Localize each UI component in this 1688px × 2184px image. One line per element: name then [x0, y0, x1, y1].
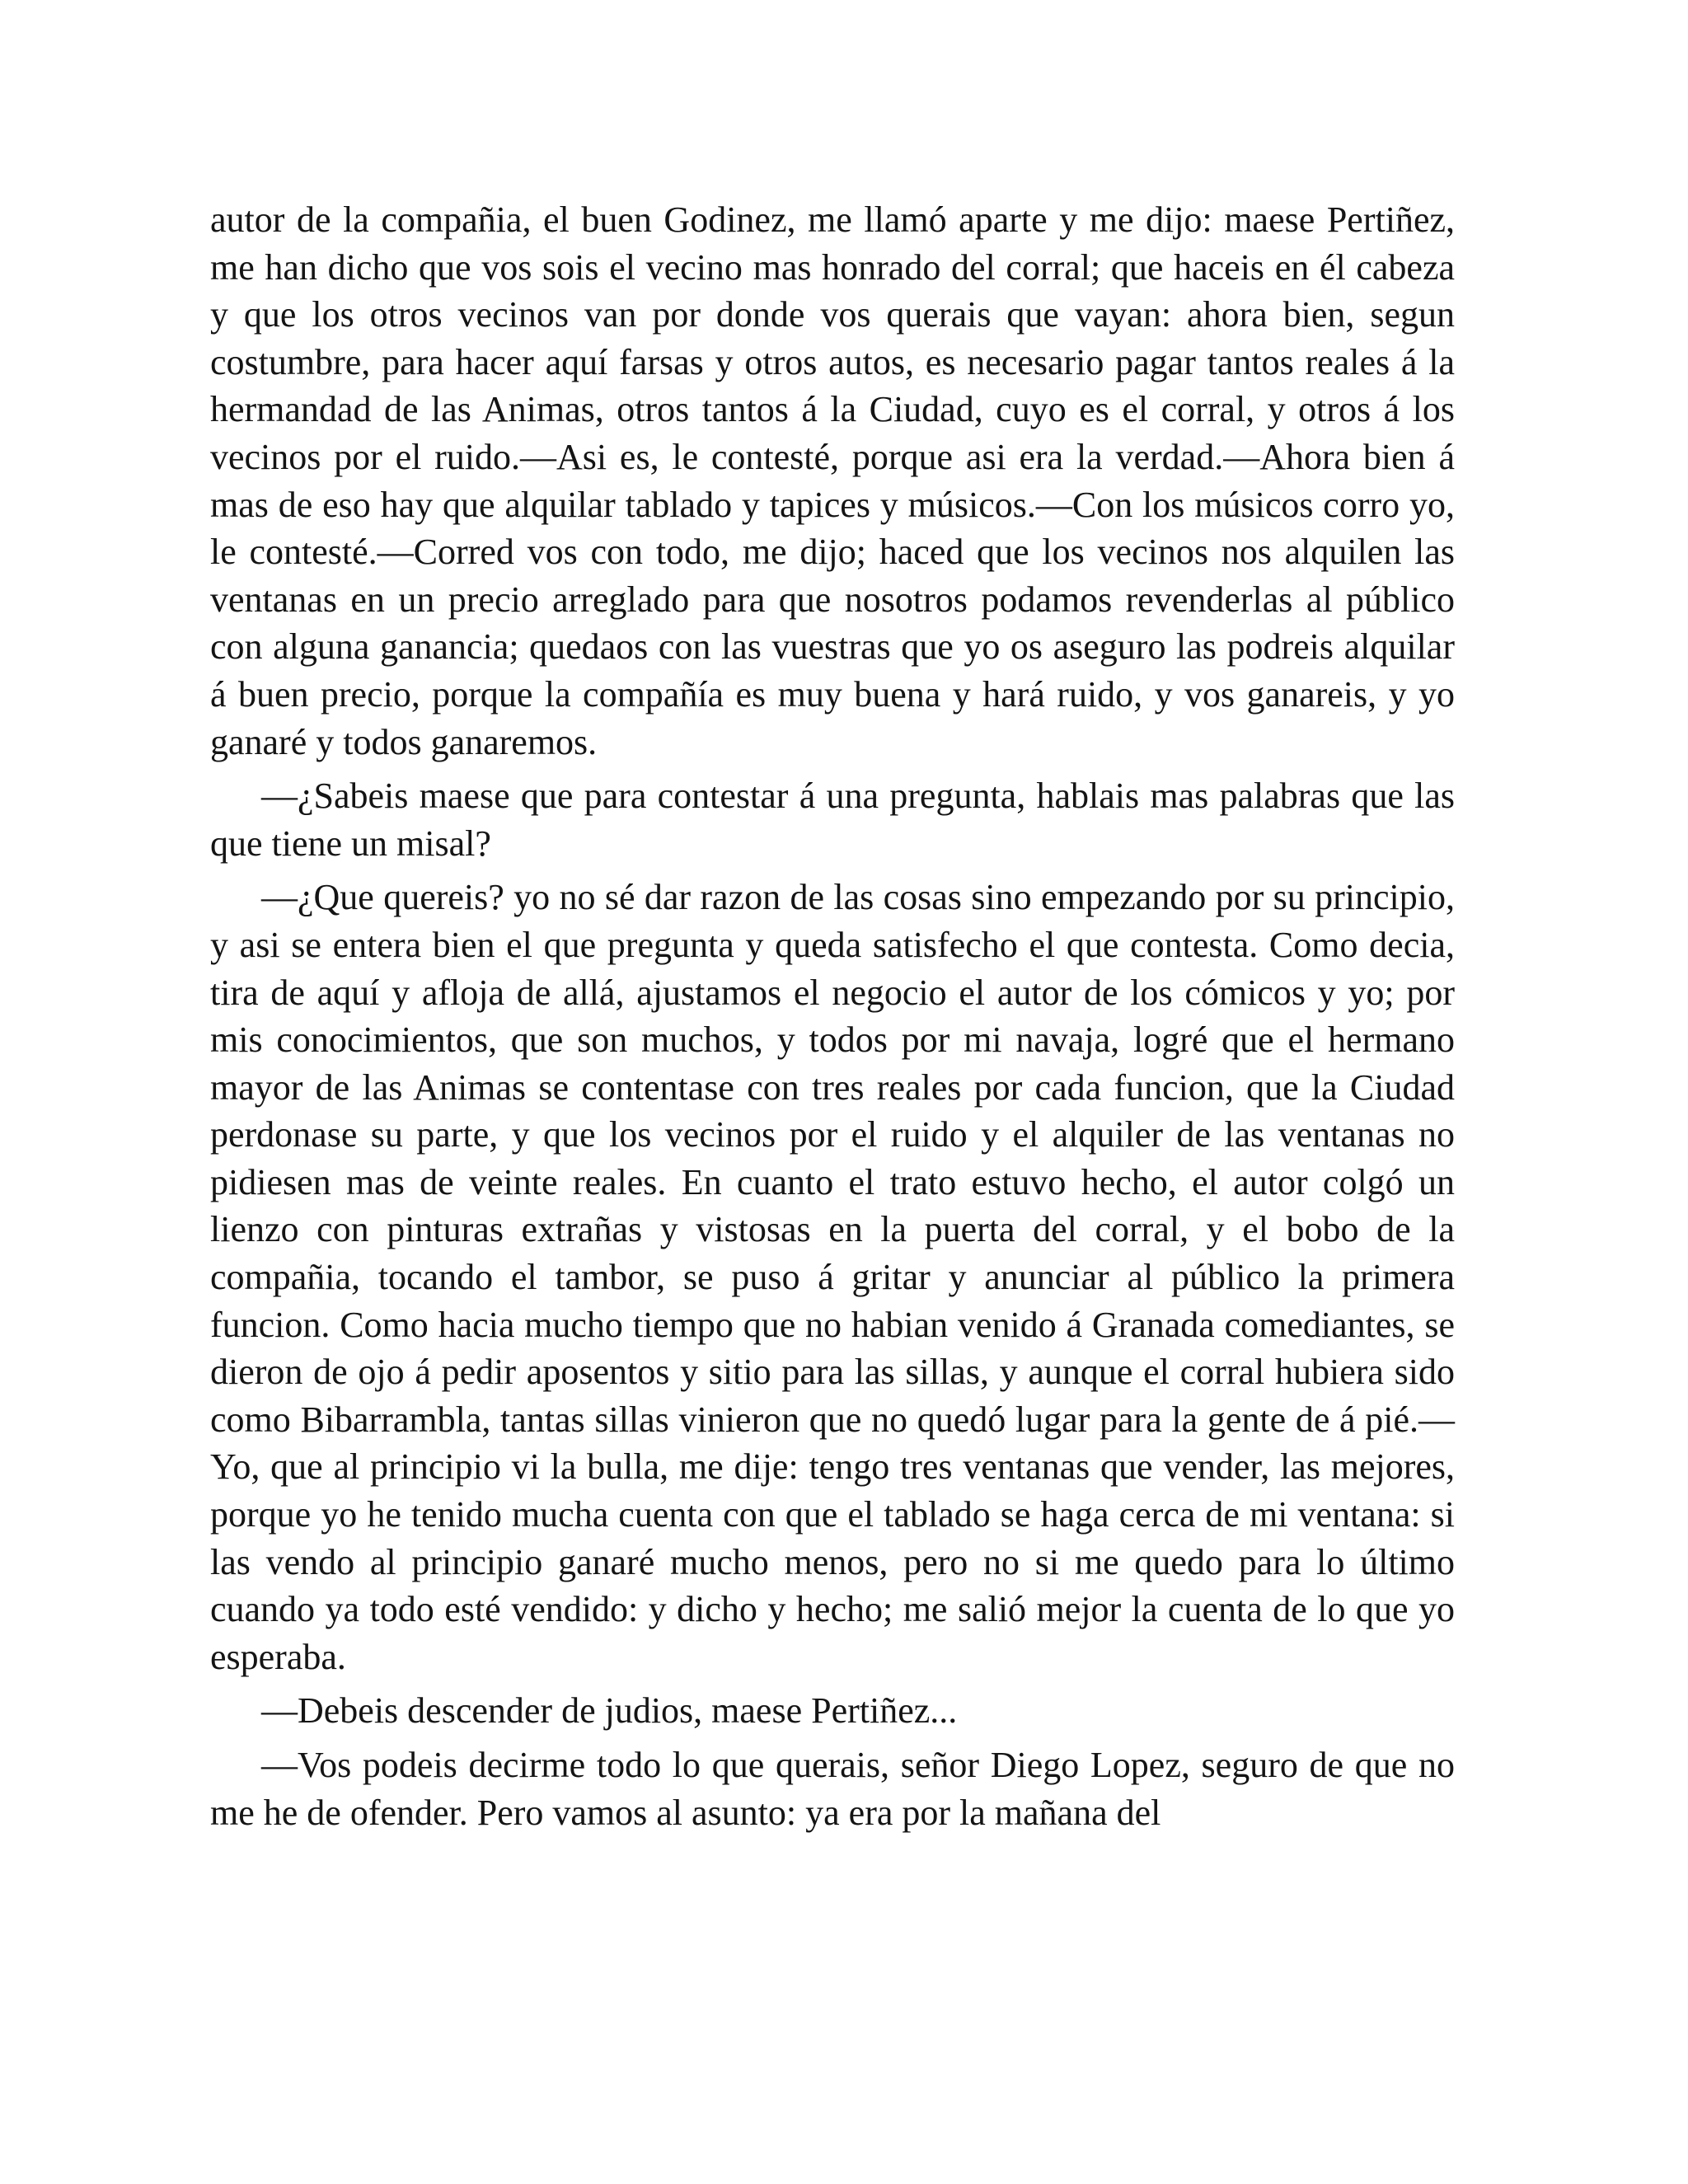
paragraph-5: —Vos podeis decirme todo lo que querais, señor Diego Lopez, seguro de que no me he de ofender. Pero vamos al asunto: ya era por la mañana del — [210, 1745, 1455, 1833]
paragraph-3: —¿Que quereis? yo no sé dar razon de las cosas sino empezando por su principio, y asi se entera bien el que pregunta y queda satisfecho el que contesta. Como decia, tira de aquí y afloja de allá, ajustamos el negocio el autor de los cómicos y yo; por mis conocimientos, que son muchos, y todos por mi navaja, logré que el hermano mayor de las Animas se contentase con tres reales por cada funcion, que la Ciudad perdonase su parte, y que los vecinos por el ruido y el alquiler de las ventanas no pidiesen mas de veinte reales. En cuanto el trato estuvo hecho, el autor colgó un lienzo con pinturas extrañas y vistosas en la puerta del corral, y el bobo de la compañia, tocando el tambor, se puso á gritar y anunciar al público la primera funcion. Como hacia mucho tiempo que no habian venido á Granada comediantes, se dieron de ojo á pedir aposentos y sitio para las sillas, y aunque el corral hubiera sido como Bibarrambla, tantas sillas vinieron que no quedó lugar para la gente de á pié.—Yo, que al principio vi la bulla, me dije: tengo tres ventanas que vender, las mejores, porque yo he tenido mucha cuenta con que el tablado se haga cerca de mi ventana: si las vendo al principio ganaré mucho menos, pero no si me quedo para lo último cuando ya todo esté vendido: y dicho y hecho; me salió mejor la cuenta de lo que yo esperaba. — [210, 877, 1455, 1677]
paragraph-1: autor de la compañia, el buen Godinez, me llamó aparte y me dijo: maese Pertiñez, me han dicho que vos sois el vecino mas honrado del corral; que haceis en él cabeza y que los otros vecinos van por donde vos querais que vayan: ahora bien, segun costumbre, para hacer aquí farsas y otros autos, es necesario pagar tantos reales á la hermandad de las Animas, otros tantos á la Ciudad, cuyo es el corral, y otros á los vecinos por el ruido.—Asi es, le contesté, porque asi era la verdad.—Ahora bien á mas de eso hay que alquilar tablado y tapices y músicos.—Con los músicos corro yo, le contesté.—Corred vos con todo, me dijo; haced que los vecinos nos alquilen las ventanas en un precio arreglado para que nosotros podamos revenderlas al público con alguna ganancia; quedaos con las vuestras que yo os aseguro las podreis alquilar á buen precio, porque la compañía es muy buena y hará ruido, y vos ganareis, y yo ganaré y todos ganaremos. — [210, 199, 1455, 762]
paragraph-2: —¿Sabeis maese que para contestar á una pregunta, hablais mas palabras que las que tiene un misal? — [210, 776, 1455, 864]
paragraph-4: —Debeis descender de judios, maese Pertiñez... — [261, 1690, 958, 1732]
page-body — [210, 196, 1455, 1843]
